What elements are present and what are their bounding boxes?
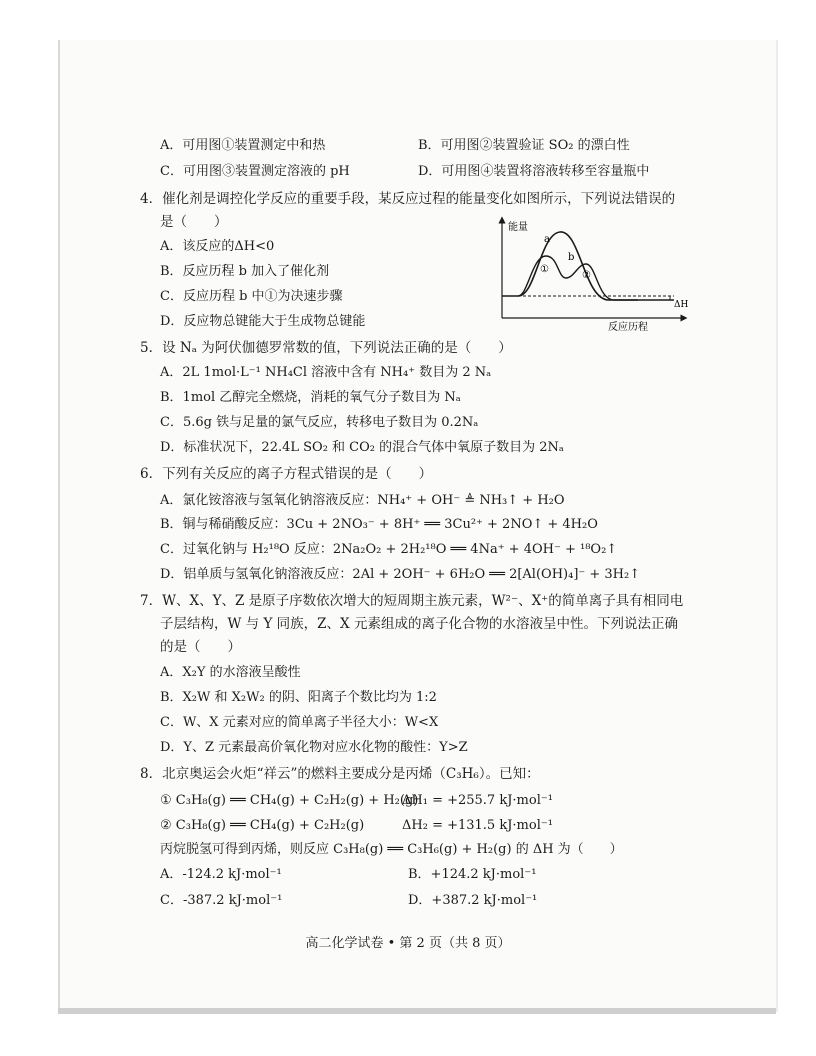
q7-stem-line3: 的是（ ） <box>160 639 241 655</box>
q7-option-b: B．X₂W 和 X₂W₂ 的阴、阳离子个数比均为 1:2 <box>160 690 437 705</box>
q6-stem: 6．下列有关反应的离子方程式错误的是（ ） <box>140 466 433 482</box>
q8-option-c: C．-387.2 kJ·mol⁻¹ <box>160 893 283 908</box>
delta-h-label: ΔH <box>674 300 688 310</box>
q3-option-b: B．可用图②装置验证 SO₂ 的漂白性 <box>418 138 630 153</box>
q7-option-c: C．W、X 元素对应的简单离子半径大小：W<X <box>160 715 439 730</box>
x-axis-label: 反应历程 <box>608 322 648 332</box>
q5-stem: 5．设 Nₐ 为阿伏伽德罗常数的值，下列说法正确的是（ ） <box>140 340 512 356</box>
q4-option-a: A．该反应的ΔH<0 <box>160 239 275 254</box>
q7-option-d: D．Y、Z 元素最高价氧化物对应水化物的酸性：Y>Z <box>160 740 468 755</box>
q8-delta-h-2: ΔH₂ = +131.5 kJ·mol⁻¹ <box>402 818 553 833</box>
q3-option-a: A．可用图①装置测定中和热 <box>160 138 326 153</box>
q4-option-c: C．反应历程 b 中①为决速步骤 <box>160 289 343 304</box>
q8-equation-1: ① C₃H₈(g) ══ CH₄(g) + C₂H₂(g) + H₂(g) <box>160 793 419 808</box>
q4-stem-line1: 4．催化剂是调控化学反应的重要手段，某反应过程的能量变化如图所示，下列说法错误的 <box>140 191 676 207</box>
energy-profile-diagram <box>488 214 688 332</box>
q8-stem: 8．北京奥运会火炬“祥云”的燃料主要成分是丙烯（C₃H₆）。已知： <box>140 766 540 782</box>
q8-option-b: B．+124.2 kJ·mol⁻¹ <box>408 867 537 882</box>
q6-option-d: D．铝单质与氢氧化钠溶液反应：2Al + 2OH⁻ + 6H₂O ══ 2[Al(OH)₄]⁻ + 3H₂↑ <box>160 567 641 582</box>
q8-equation-2: ② C₃H₈(g) ══ CH₄(g) + C₂H₂(g) <box>160 818 365 833</box>
label-a: a <box>544 234 550 245</box>
q8-delta-h-1: ΔH₁ = +255.7 kJ·mol⁻¹ <box>402 793 553 808</box>
q4-option-b: B．反应历程 b 加入了催化剂 <box>160 264 330 279</box>
q4-option-d: D．反应物总键能大于生成物总键能 <box>160 314 366 329</box>
label-step-1: ① <box>540 264 549 275</box>
pathway-a-curve <box>502 232 638 300</box>
q5-option-b: B．1mol 乙醇完全燃烧，消耗的氧气分子数目为 Nₐ <box>160 390 461 405</box>
q7-stem-line2: 子层结构，W 与 Y 同族，Z、X 元素组成的离子化合物的水溶液呈中性。下列说法正确 <box>160 616 678 632</box>
page-footer: 高二化学试卷 • 第 2 页（共 8 页） <box>305 936 511 951</box>
q6-option-c: C．过氧化钠与 H₂¹⁸O 反应：2Na₂O₂ + 2H₂¹⁸O ══ 4Na⁺ + 4OH⁻ + ¹⁸O₂↑ <box>160 542 618 557</box>
label-step-2: ② <box>582 270 591 281</box>
q6-option-a: A．氯化铵溶液与氢氧化钠溶液反应：NH₄⁺ + OH⁻ ≜ NH₃↑ + H₂O <box>160 493 565 508</box>
q5-option-a: A．2L 1mol·L⁻¹ NH₄Cl 溶液中含有 NH₄⁺ 数目为 2 Nₐ <box>160 365 492 380</box>
q7-option-a: A．X₂Y 的水溶液呈酸性 <box>160 665 301 680</box>
q5-option-c: C．5.6g 铁与足量的氯气反应，转移电子数目为 0.2Nₐ <box>160 415 479 430</box>
y-axis-label: 能量 <box>508 222 528 233</box>
q3-option-c: C．可用图③装置测定溶液的 pH <box>160 164 350 179</box>
label-b: b <box>568 252 575 263</box>
q5-option-d: D．标准状况下，22.4L SO₂ 和 CO₂ 的混合气体中氧原子数目为 2Nₐ <box>160 440 564 455</box>
q6-option-b: B．铜与稀硝酸反应：3Cu + 2NO₃⁻ + 8H⁺ ══ 3Cu²⁺ + 2NO↑ + 4H₂O <box>160 517 598 532</box>
q3-option-d: D．可用图④装置将溶液转移至容量瓶中 <box>418 164 650 179</box>
q4-stem-line2: 是（ ） <box>160 214 228 230</box>
q7-stem-line1: 7．W、X、Y、Z 是原子序数依次增大的短周期主族元素，W²⁻、X⁺的简单离子具有相同电 <box>140 593 684 609</box>
q8-option-a: A．-124.2 kJ·mol⁻¹ <box>160 867 282 882</box>
q8-question: 丙烷脱氢可得到丙烯，则反应 C₃H₈(g) ══ C₃H₆(g) + H₂(g) 的 ΔH 为（ ） <box>160 842 623 857</box>
q8-option-d: D．+387.2 kJ·mol⁻¹ <box>408 893 538 908</box>
